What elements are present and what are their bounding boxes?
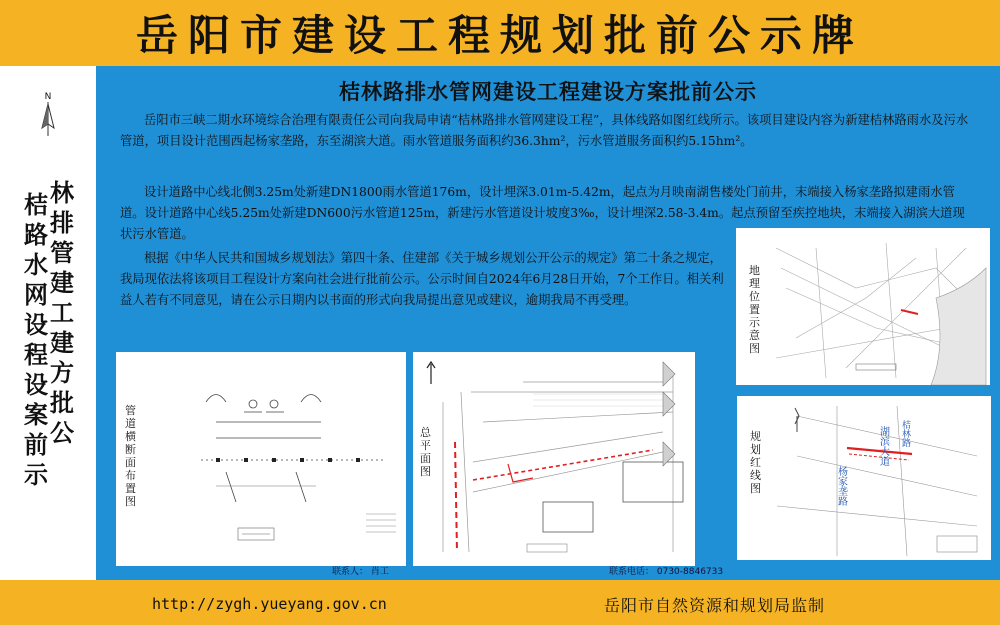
master-plan-drawing [413,352,695,566]
banner-title: 岳阳市建设工程规划批前公示牌 [135,11,864,60]
compass-label: N [44,92,52,102]
left-sidebar [0,66,96,580]
redline-plan-label: 规划红线图 [750,430,761,495]
top-banner [0,0,1000,66]
contact-person: 联系人： 肖工 [332,567,389,577]
location-map-label: 地理位置示意图 [749,264,760,355]
north-arrow-icon [36,90,60,138]
road-label-julin: 桔林路 [900,420,910,447]
cross-section-drawing [116,352,406,566]
road-label-hubin: 湖滨大道 [877,426,889,466]
notice-paragraph-3: 根据《中华人民共和国城乡规划法》第四十条、住建部《关于城乡规划公开公示的规定》第二十条之规定，我局现依法将该项目工程设计方案向社会进行批前公示。公示时间自2024年6月28日开始，7个工作日。相关利益人若有不同意见，请在公示日期内以书面的形式向我局提出意见或建议，逾期我局不再受理。 [120,251,724,307]
location-map-drawing [736,228,990,385]
notice-paragraph-1: 岳阳市三峡二期水环境综合治理有限责任公司向我局申请“桔林路排水管网建设工程”，具体线路如图红线所示。该项目建设内容为新建桔林路雨水及污水管道，项目设计范围西起杨家垄路，东至湖滨大道。雨水管道服务面积约36.3hm²，污水管道服务面积约5.15hm²。 [120,113,969,148]
master-plan-label: 总平面图 [420,426,431,478]
supervisor-text: 岳阳市自然资源和规划局监制 [604,596,826,615]
vertical-title-col2: 林排管建工建方批公 [50,178,74,447]
website-link[interactable]: http://zygh.yueyang.gov.cn [152,595,387,613]
redline-plan-drawing [737,396,991,560]
location-map-panel [736,228,990,385]
cross-section-label: 管道横断面布置图 [125,404,136,508]
cross-section-panel [116,352,406,566]
notice-paragraph-2: 设计道路中心线北侧3.25m处新建DN1800雨水管道176m，设计埋深3.01m-5.42m，起点为月映南湖售楼处门前井，末端接入杨家垄路拟建雨水管道。设计道路中心线5.25m处新建DN600污水管道125m，新建污水管道设计坡度3‰，设计埋深2.58-3.4m。起点预留至疾控地块，末端接入湖滨大道现状污水管道。 [120,185,965,241]
notice-heading: 桔林路排水管网建设工程建设方案批前公示 [339,79,757,104]
vertical-title-col1: 桔路水网设程设案前示 [24,190,48,489]
road-label-yangjialong: 杨家垄路 [835,466,847,506]
redline-plan-panel [737,396,991,560]
notice-board [96,66,1000,580]
footer-bar [0,580,1000,625]
master-plan-panel [413,352,695,566]
contact-phone: 联系电话： 0730-8846733 [609,567,724,577]
